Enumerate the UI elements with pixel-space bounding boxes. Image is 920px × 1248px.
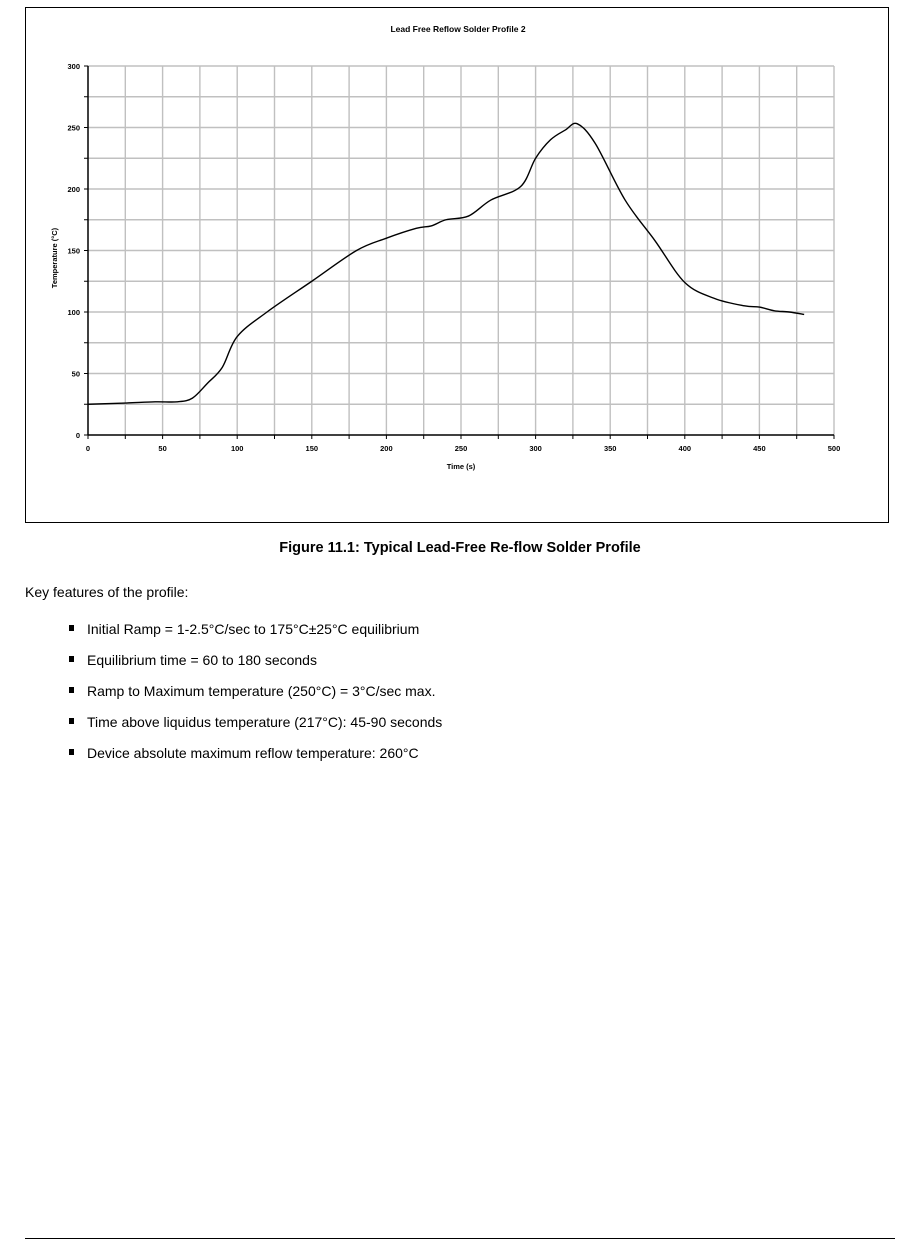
x-tick-label: 50 [158, 444, 167, 453]
feature-text: Time above liquidus temperature (217°C): 45-90 seconds [87, 714, 443, 730]
chart-frame [25, 7, 889, 523]
chart-title: Lead Free Reflow Solder Profile 2 [390, 24, 526, 34]
feature-text: Equilibrium time = 60 to 180 seconds [87, 652, 317, 668]
bullet-icon [69, 687, 74, 693]
y-axis-label: Temperature (°C) [50, 227, 59, 289]
x-tick-label: 100 [230, 444, 244, 453]
footer-rule [25, 1238, 895, 1239]
reflow-chart [26, 8, 888, 522]
list-item [25, 713, 442, 744]
y-tick-label: 50 [71, 369, 80, 379]
y-tick-label: 150 [67, 246, 80, 256]
bullet-icon [69, 749, 74, 755]
y-tick-label: 200 [67, 185, 80, 194]
x-tick-label: 250 [454, 444, 468, 453]
x-tick-label: 400 [678, 444, 692, 453]
bullet-icon [69, 625, 74, 631]
list-item [25, 651, 442, 682]
bullet-icon [69, 718, 74, 724]
x-tick-label: 0 [85, 444, 91, 453]
bullet-icon [69, 656, 74, 662]
list-item [25, 744, 442, 775]
list-item [25, 682, 442, 713]
y-tick-label: 250 [67, 123, 80, 133]
x-tick-label: 150 [305, 444, 319, 453]
feature-list [25, 620, 442, 775]
feature-text: Initial Ramp = 1-2.5°C/sec to 175°C±25°C equilibrium [87, 621, 420, 637]
intro-text: Key features of the profile: [25, 584, 189, 600]
x-tick-label: 500 [827, 444, 841, 453]
list-item [25, 620, 442, 651]
x-axis-label: Time (s) [446, 462, 476, 471]
x-tick-label: 350 [603, 444, 617, 453]
x-tick-label: 200 [380, 444, 393, 453]
figure-caption: Figure 11.1: Typical Lead-Free Re-flow Solder Profile [279, 540, 641, 556]
x-tick-label: 450 [753, 444, 766, 453]
y-tick-label: 300 [67, 62, 80, 71]
feature-text: Device absolute maximum reflow temperature: 260°C [87, 745, 419, 761]
y-tick-label: 100 [67, 308, 80, 317]
temperature-series-line [88, 123, 804, 404]
feature-text: Ramp to Maximum temperature (250°C) = 3°C/sec max. [87, 683, 436, 699]
y-tick-label: 0 [75, 431, 80, 440]
x-tick-label: 300 [529, 444, 542, 453]
